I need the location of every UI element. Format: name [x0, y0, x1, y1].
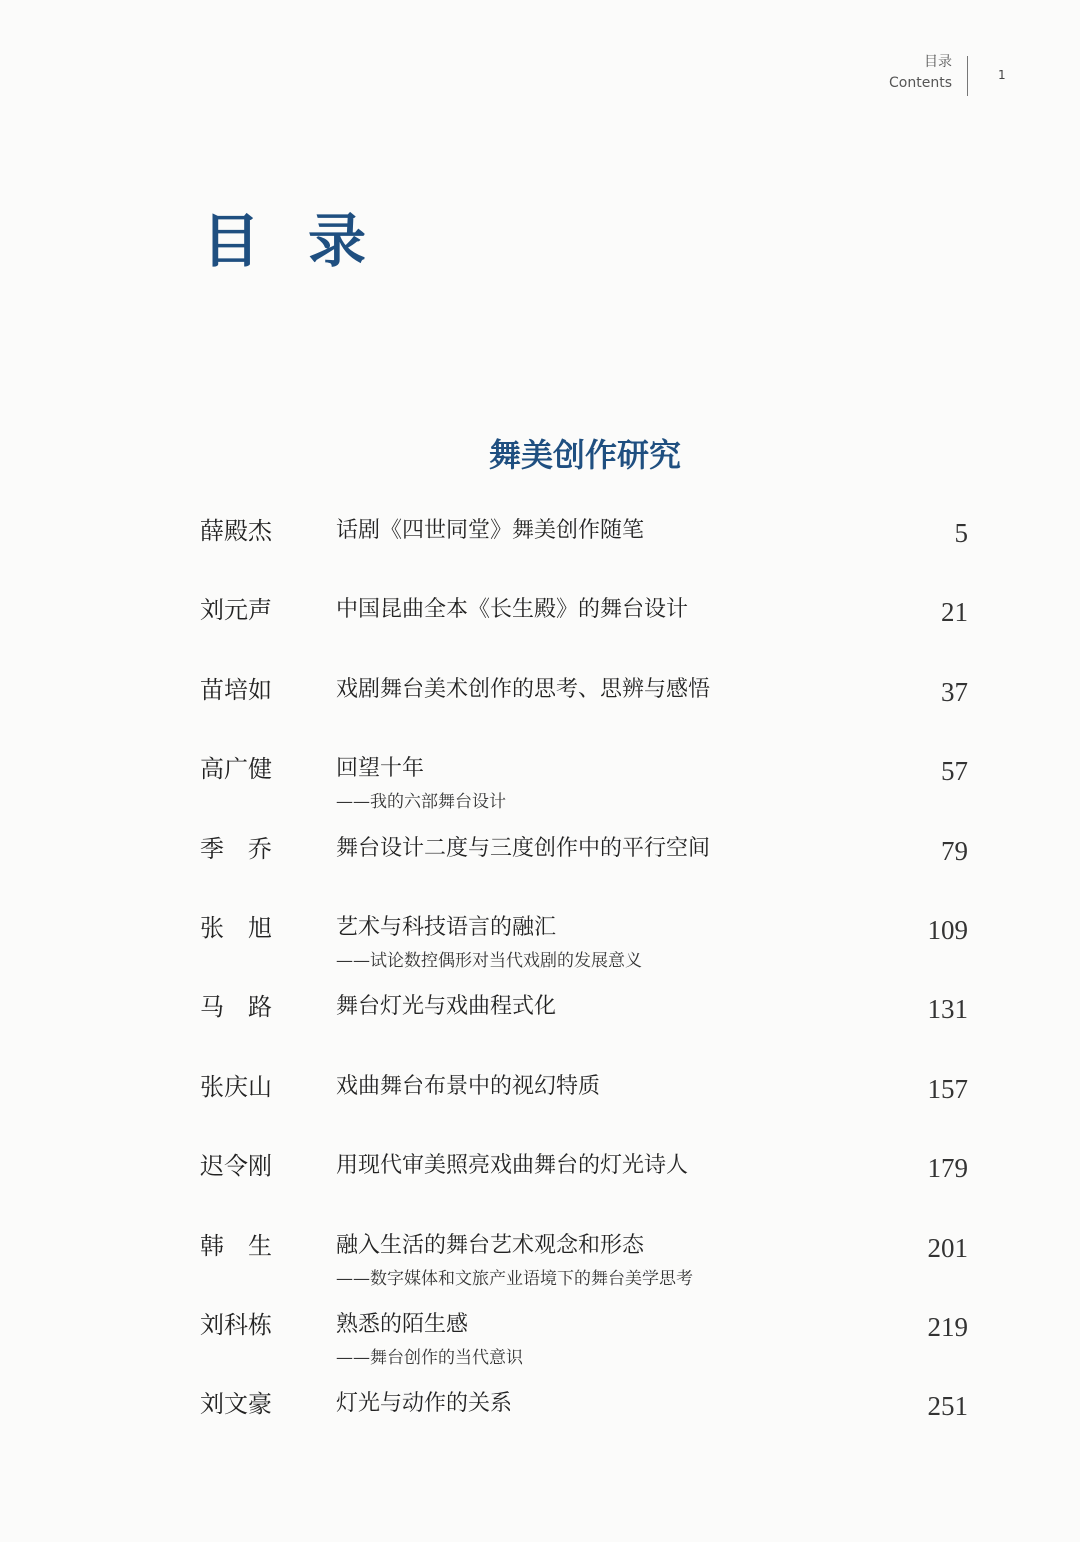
- entry-page-number: 37: [941, 676, 968, 707]
- entry-title[interactable]: 戏剧舞台美术创作的思考、思辨与感悟: [336, 676, 711, 702]
- entry-page-number: 5: [954, 518, 968, 548]
- table-of-contents: [0, 512, 1080, 1465]
- running-header-english: Contents: [889, 75, 952, 91]
- entry-page-number: 21: [941, 597, 968, 628]
- entry-title[interactable]: 中国昆曲全本《长生殿》的舞台设计: [336, 597, 689, 623]
- entry-title[interactable]: 融入生活的舞台艺术观念和形态: [336, 1232, 645, 1258]
- entry-page-number: 251: [927, 1391, 968, 1422]
- entry-title[interactable]: 熟悉的陌生感: [336, 1311, 469, 1337]
- header-divider: [967, 56, 968, 96]
- entry-title[interactable]: 话剧《四世同堂》舞美创作随笔: [336, 518, 645, 543]
- entry-title[interactable]: 舞台设计二度与三度创作中的平行空间: [336, 835, 711, 861]
- running-header-text: [889, 52, 952, 94]
- entry-page-number: 109: [927, 914, 968, 945]
- entry-author: 张旭: [200, 913, 296, 942]
- entry-subtitle: ——数字媒体和文旅产业语境下的舞台美学思考: [336, 1268, 693, 1289]
- entry-page-number: 157: [927, 1073, 968, 1104]
- entry-page-number: 201: [927, 1232, 968, 1263]
- entry-author: 高广健: [200, 755, 272, 784]
- entry-author: 苗培如: [200, 675, 272, 704]
- entry-author: 季乔: [200, 834, 296, 863]
- entry-author: 韩生: [200, 1231, 296, 1260]
- entry-page-number: 131: [927, 994, 968, 1025]
- toc-entry[interactable]: [0, 1147, 1080, 1226]
- running-header-chinese: 目录: [924, 54, 952, 70]
- entry-subtitle: ——试论数控偶形对当代戏剧的发展意义: [336, 950, 642, 971]
- entry-page-number: 57: [941, 756, 968, 787]
- entry-author: 刘文豪: [200, 1390, 272, 1419]
- toc-entry[interactable]: [0, 1068, 1080, 1147]
- toc-entry[interactable]: [0, 1306, 1080, 1385]
- entry-author: 刘科栋: [200, 1310, 272, 1339]
- entry-title[interactable]: 用现代审美照亮戏曲舞台的灯光诗人: [336, 1153, 689, 1179]
- toc-entry[interactable]: [0, 750, 1080, 829]
- page-title: 目录: [202, 207, 415, 275]
- section-heading: 舞美创作研究: [488, 436, 681, 474]
- page-number: 1: [998, 68, 1006, 82]
- entry-author: 迟令刚: [200, 1152, 272, 1181]
- toc-entry[interactable]: [0, 909, 1080, 988]
- toc-entry[interactable]: [0, 591, 1080, 670]
- toc-entry[interactable]: [0, 1227, 1080, 1306]
- entry-title[interactable]: 艺术与科技语言的融汇: [336, 914, 557, 940]
- toc-entry[interactable]: [0, 512, 1080, 591]
- entry-subtitle: ——舞台创作的当代意识: [336, 1347, 523, 1368]
- toc-entry[interactable]: [0, 830, 1080, 909]
- entry-title[interactable]: 戏曲舞台布景中的视幻特质: [336, 1073, 601, 1099]
- entry-author: 薛殿杰: [200, 517, 272, 545]
- toc-entry[interactable]: [0, 1385, 1080, 1464]
- entry-page-number: 179: [927, 1153, 968, 1184]
- entry-page-number: 79: [941, 835, 968, 866]
- entry-author: 刘元声: [200, 596, 272, 625]
- entry-page-number: 219: [927, 1311, 968, 1342]
- entry-subtitle: ——我的六部舞台设计: [336, 792, 506, 813]
- toc-entry[interactable]: [0, 671, 1080, 750]
- entry-author: 马路: [200, 993, 296, 1022]
- entry-title[interactable]: 回望十年: [336, 756, 425, 782]
- entry-title[interactable]: 灯光与动作的关系: [336, 1391, 513, 1417]
- toc-entry[interactable]: [0, 988, 1080, 1067]
- entry-title[interactable]: 舞台灯光与戏曲程式化: [336, 994, 557, 1020]
- running-header: [0, 52, 1080, 98]
- entry-author: 张庆山: [200, 1072, 272, 1101]
